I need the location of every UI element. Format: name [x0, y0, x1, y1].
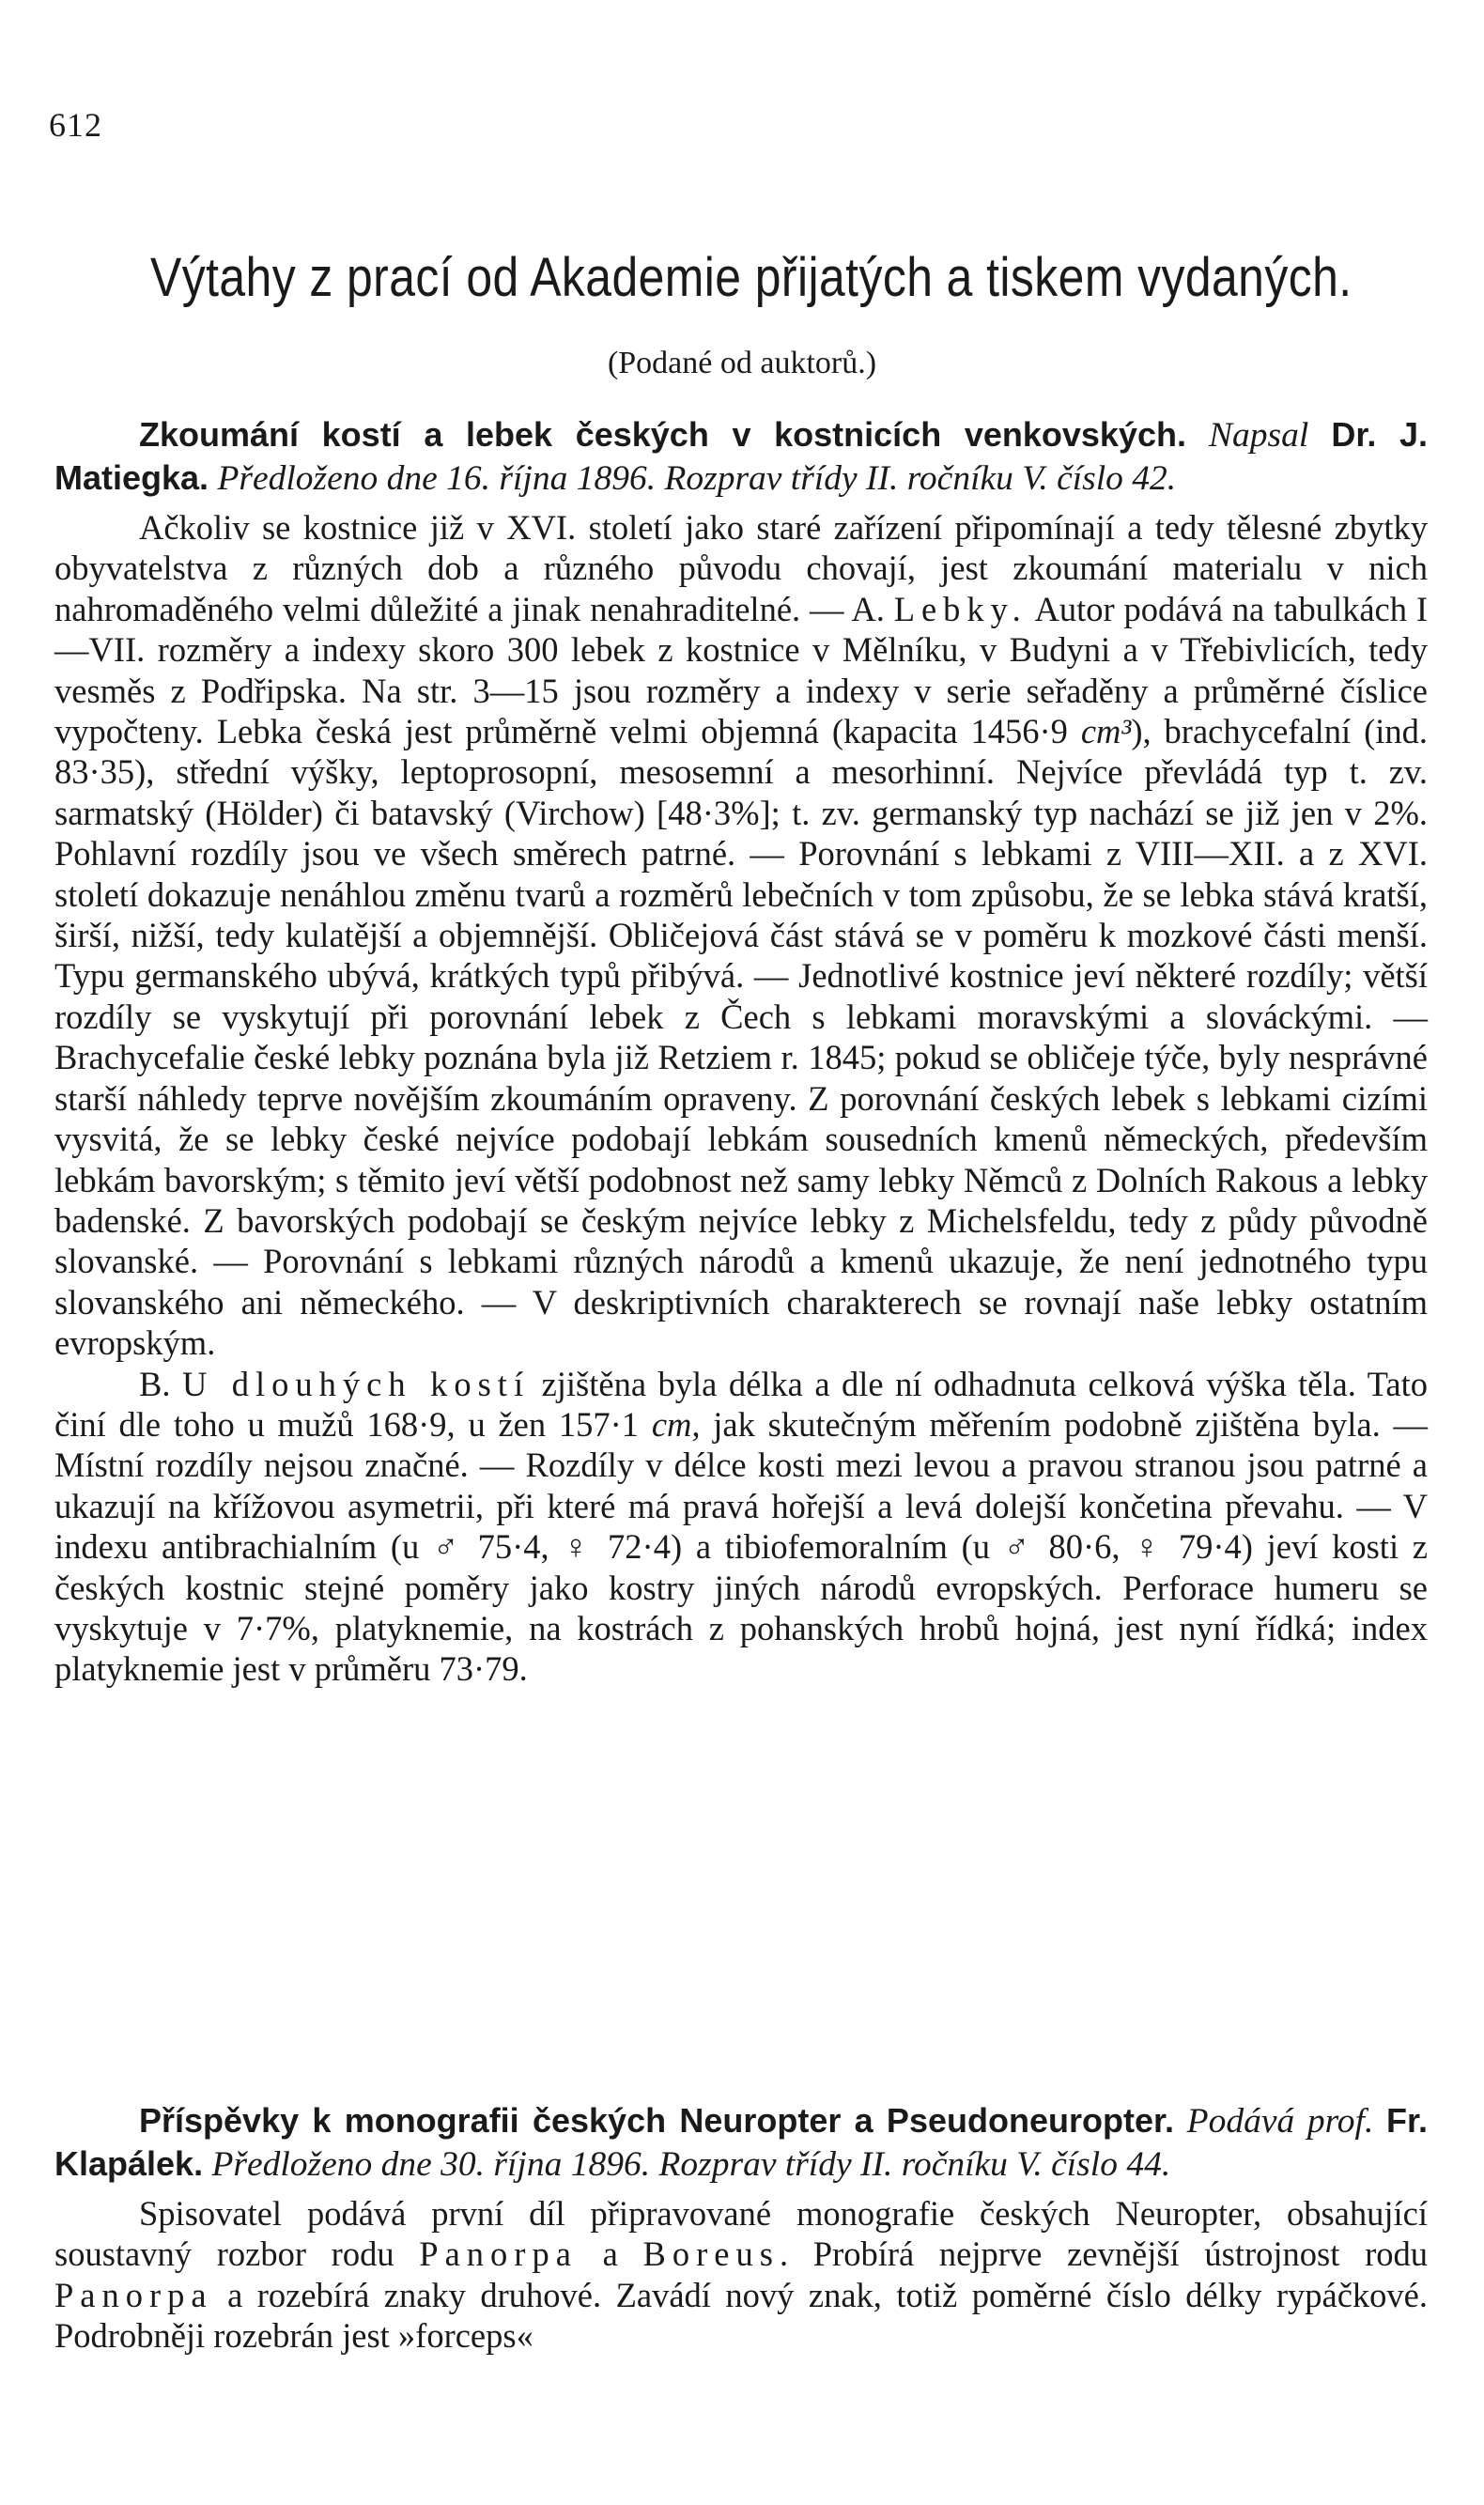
article-title: Příspěvky k monografii českých Neuropter a Pseudoneuropter.	[139, 2101, 1174, 2140]
paragraph-skulls	[54, 507, 1428, 1364]
article-heading	[54, 2099, 1428, 2186]
article-author: Fr. Klapálek.	[54, 2101, 1429, 2183]
text-run: zjištěna byla délka a dle ní odhadnuta celková výška těla. Tato činí dle toho u mužů 168·9, u žen 157·1	[54, 1364, 1428, 1444]
article-byline: Podává prof.	[1186, 2102, 1374, 2141]
page-subtitle: (Podané od auktorů.)	[607, 346, 877, 380]
text-run: Ačkoliv se kostnice již v XVI. století jako staré zařízení připomínají a tedy tělesné zbytky obyvatelstva z různých dob a různého původu chovají, jest zkoumání materialu v nich nahromaděného velmi důležité a jinak nenahraditelné. — A.	[54, 508, 1428, 628]
paragraph-neuroptera	[54, 2193, 1428, 2357]
article-heading	[54, 413, 1428, 500]
article-klapalek	[54, 2099, 1428, 2357]
article-matiegka	[54, 413, 1428, 1690]
article-meta: Předloženo dne 30. října 1896. Rozprav třídy II. ročníku V. číslo 44.	[211, 2145, 1171, 2184]
spaced-term-long-bones: U dlouhých kostí	[181, 1364, 531, 1403]
spaced-term-boreus: Boreus	[642, 2234, 780, 2274]
spaced-term-panorpa: Panorpa	[54, 2275, 213, 2314]
text-run: jak skutečným měřením podobně zjištěna byla. — Místní rozdíly nejsou značné. — Rozdíly v délce kosti mezi levou a pravou stranou jsou patrné a ukazují na křížovou asymetrii, při které má pravá hořejší a levá dolejší končetina převahu. — V indexu antibrachialním (u ♂ 75·4, ♀ 72·4) a tibiofemoralním (u ♂ 80·6, ♀ 79·4) jeví kosti z českých kostnic stejné poměry jako kostry jiných národů evropských. Perforace humeru se vyskytuje v 7·7%, platyknemie, na kostrách z pohanských hrobů hojná, jest nyní řídká; index platyknemie jest v průměru 73·79.	[54, 1404, 1428, 1689]
page-number: 612	[49, 106, 102, 144]
article-author: Dr. J. Matiegka.	[54, 415, 1429, 497]
article-title: Zkoumání kostí a lebek českých v kostnicích venkovských.	[139, 415, 1186, 454]
text-run: a	[577, 2234, 643, 2274]
unit-cm3: cm³	[1080, 712, 1132, 751]
text-run: ), brachycefalní (ind. 83·35), střední výšky, leptoprosopní, mesosemní a mesorhinní. Nejvíce převládá typ t. zv. sarmatský (Hölder) či batavský (Virchow) [48·3%]; t. zv. germanský typ nachází se již jen v 2%. Pohlavní rozdíly jsou ve všech směrech patrné. — Porovnání s lebkami z VIII—XII. a z XVI. století dokazuje nenáhlou změnu tvarů a rozměrů lebečních v tom způsobu, že se lebka stává kratší, širší, nižší, tedy kulatější a objemnější. Obličejová část stává se v poměru k mozkové části menší. Typu germanského ubývá, krátkých typů přibývá. — Jednotlivé kostnice jeví některé rozdíly; větší rozdíly se vyskytují při porovnání lebek z Čech s lebkami moravskými a slováckými. — Brachycefalie české lebky poznána byla již Retziem r. 1845; pokud se obličeje týče, byly nesprávné starší náhledy teprve novějším zkoumáním opraveny. Z porovnání českých lebek s lebkami cizími vysvitá, že se lebky české nejvíce podobají lebkám sousedních kmenů německých, především lebkám bavorským; s těmito jeví větší podobnost než samy lebky Němců z Dolních Rakous a lebky badenské. Z bavorských podobají se českým nejvíce lebky z Michelsfeldu, tedy z půdy původně slovanské. — Porovnání s lebkami různých národů a kmenů ukazuje, že není jednotného typu slovanského ani německého. — V deskriptivních charakterech se rovnají naše lebky ostatním evropským.	[54, 712, 1428, 1363]
unit-cm: cm,	[651, 1404, 701, 1444]
article-byline: Napsal	[1209, 416, 1309, 455]
article-meta: Předloženo dne 16. října 1896. Rozprav třídy II. ročníku V. číslo 42.	[217, 459, 1177, 498]
text-run: Autor podává na tabulkách I—VII. rozměry a indexy skoro 300 lebek z kostnice v Mělníku, v Budyni a v Třebivlicích, tedy vesměs z Podřipska. Na str. 3—15 jsou rozměry a indexy v serie seřaděny a průměrné číslice vypočteny. Lebka česká jest průměrně velmi objemná (kapacita 1456·9	[54, 589, 1428, 751]
text-run: B.	[139, 1364, 182, 1403]
spaced-term-panorpa: Panorpa	[419, 2234, 578, 2274]
text-run: Spisovatel podává první díl připravované monografie českých Neuropter, obsahující soustavný rozbor rodu	[54, 2194, 1428, 2274]
spaced-term-lebky: Lebky.	[893, 589, 1028, 628]
page-title: Výtahy z prací od Akademie přijatých a tiskem vydaných.	[150, 247, 1353, 308]
text-run: a rozebírá znaky druhové. Zavádí nový znak, totiž poměrné číslo délky rypáčkové. Podrobněji rozebrán jest »forceps«	[54, 2275, 1428, 2356]
paragraph-long-bones	[54, 1364, 1428, 1690]
text-run: . Probírá nejprve zevnější ústrojnost rodu	[779, 2234, 1428, 2274]
